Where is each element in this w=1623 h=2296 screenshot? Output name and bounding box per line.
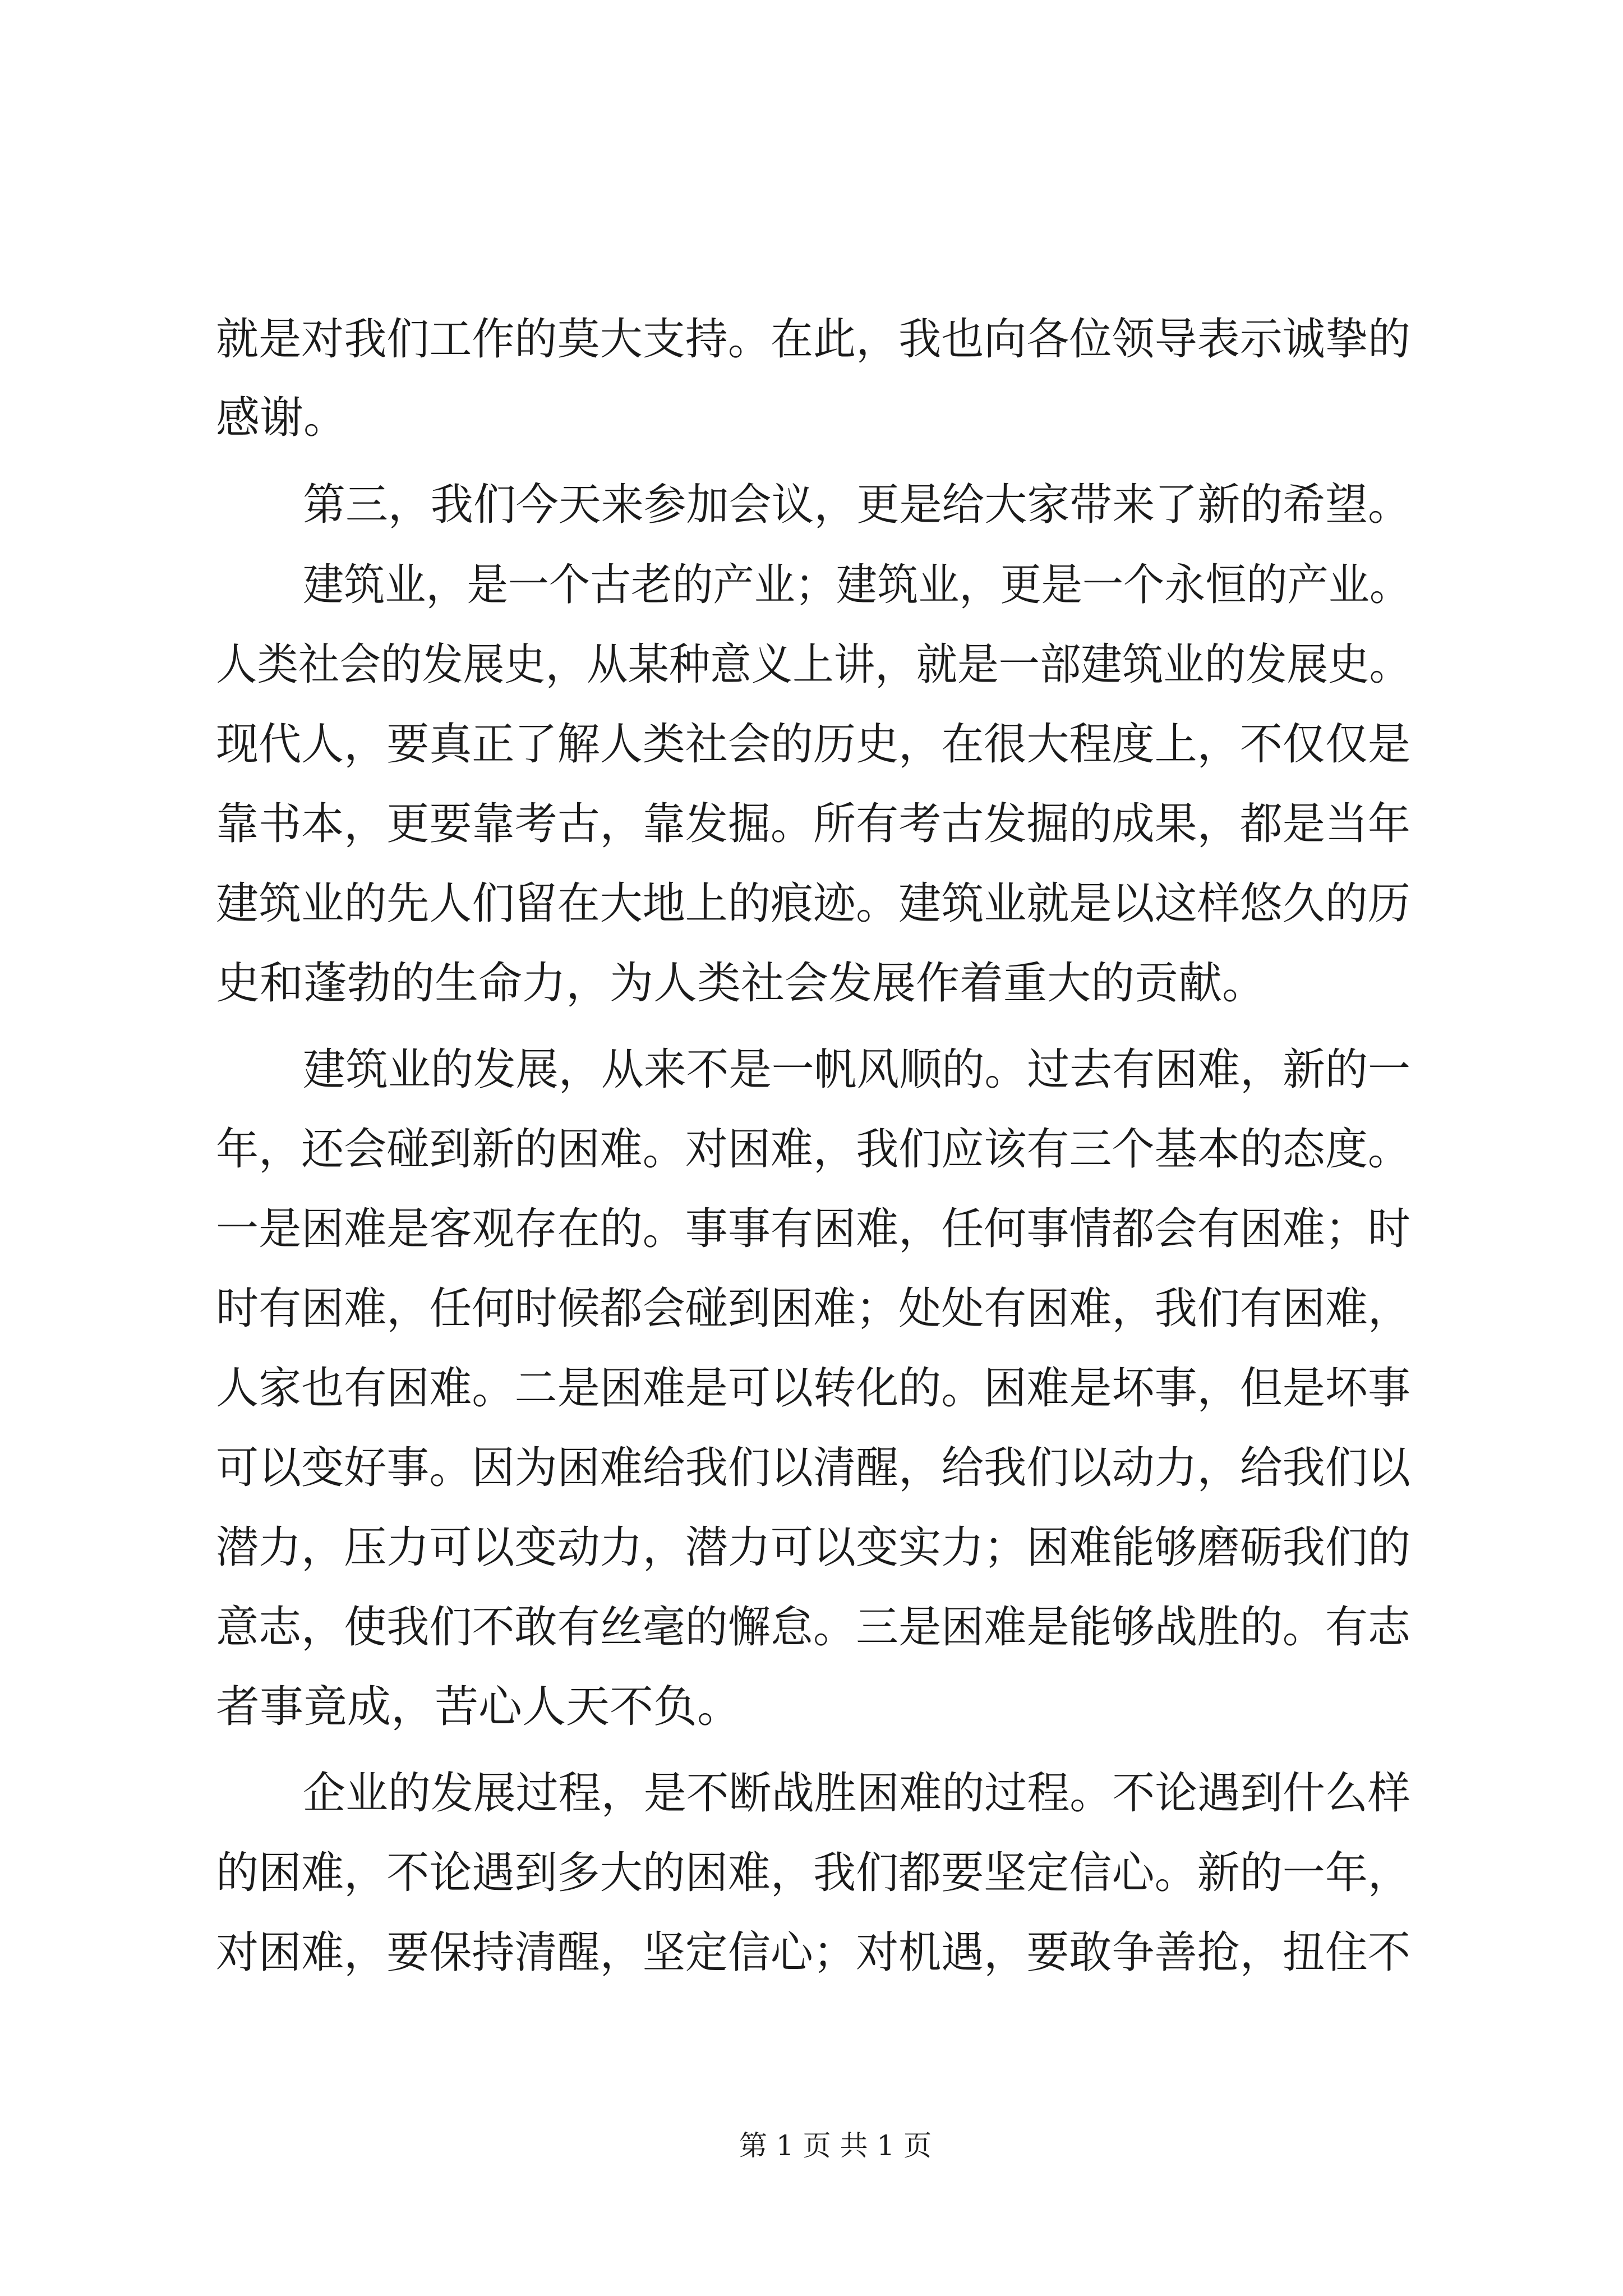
text-line: 靠书本，更要靠考古，靠发掘。所有考古发掘的成果，都是当年 [216,799,1411,849]
text-line: 建筑业，是一个古老的产业；建筑业，更是一个永恒的产业。 [303,560,1411,610]
text-line: 人家也有困难。二是困难是可以转化的。困难是坏事，但是坏事 [216,1363,1411,1414]
text-line: 建筑业的先人们留在大地上的痕迹。建筑业就是以这样悠久的历 [216,878,1411,929]
text-line: 第三，我们今天来参加会议，更是给大家带来了新的希望。 [303,480,1411,530]
text-line: 人类社会的发展史，从某种意义上讲，就是一部建筑业的发展史。 [216,639,1411,690]
text-line: 建筑业的发展，从来不是一帆风顺的。过去有困难，新的一 [303,1045,1411,1095]
text-line: 时有困难，任何时候都会碰到困难；处处有困难，我们有困难， [216,1283,1411,1334]
text-line: 可以变好事。因为困难给我们以清醒，给我们以动力，给我们以 [216,1443,1411,1493]
text-line: 一是困难是客观存在的。事事有困难，任何事情都会有困难；时 [216,1204,1411,1254]
text-line: 年，还会碰到新的困难。对困难，我们应该有三个基本的态度。 [216,1124,1411,1175]
text-line: 潜力，压力可以变动力，潜力可以变实力；困难能够磨砺我们的 [216,1522,1411,1573]
text-line: 史和蓬勃的生命力，为人类社会发展作着重大的贡献。 [216,958,1266,1009]
text-line: 企业的发展过程，是不断战胜困难的过程。不论遇到什么样 [303,1768,1411,1819]
text-line: 对困难，要保持清醒，坚定信心；对机遇，要敢争善抢，扭住不 [216,1927,1411,1978]
page-footer: 第 1 页 共 1 页 [739,2129,932,2162]
text-line: 者事竟成，苦心人天不负。 [216,1682,741,1732]
text-line: 意志，使我们不敢有丝毫的懈怠。三是困难是能够战胜的。有志 [216,1602,1411,1653]
text-line: 的困难，不论遇到多大的困难，我们都要坚定信心。新的一年， [216,1848,1411,1898]
text-line: 感谢。 [216,393,348,443]
text-line: 现代人，要真正了解人类社会的历史，在很大程度上，不仅仅是 [216,719,1411,770]
text-line: 就是对我们工作的莫大支持。在此，我也向各位领导表示诚挚的 [216,314,1411,365]
